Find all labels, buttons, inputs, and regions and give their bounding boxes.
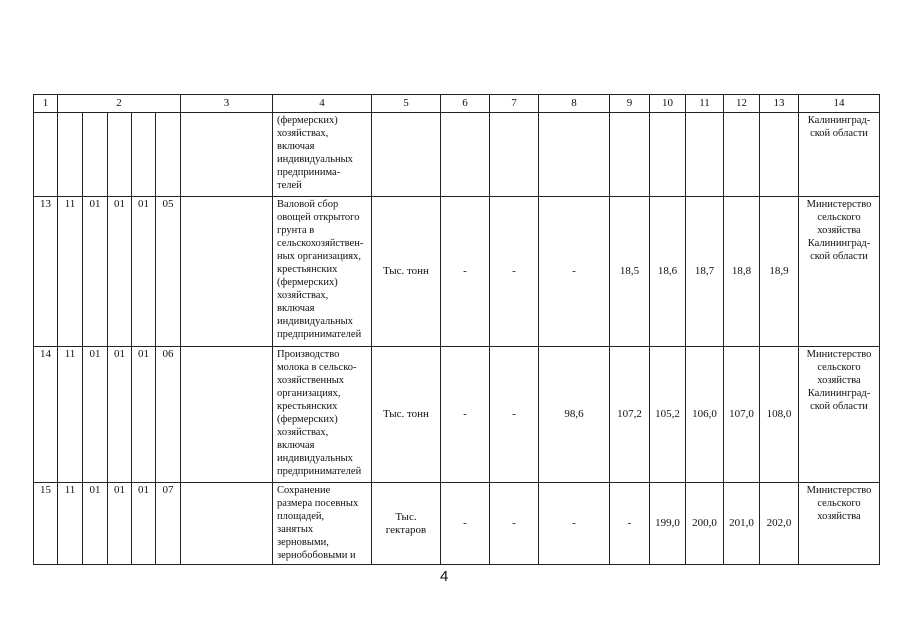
code-cell: 01 xyxy=(83,347,108,483)
header-cell: 12 xyxy=(724,95,760,113)
value-cell: - xyxy=(441,483,490,565)
value-cell: 108,0 xyxy=(760,347,799,483)
row-number: 14 xyxy=(34,347,58,483)
indicator-text: Сохранение размера посевных площадей, занятых зерновыми, зернобобовыми и xyxy=(273,483,372,565)
value-cell: - xyxy=(490,483,539,565)
header-cell: 1 xyxy=(34,95,58,113)
value-cell: 18,9 xyxy=(760,197,799,347)
continuation-row xyxy=(34,113,880,197)
unit-cell: Тыс. тонн xyxy=(372,197,441,347)
header-cell: 6 xyxy=(441,95,490,113)
header-cell: 2 xyxy=(58,95,181,113)
value-cell: 202,0 xyxy=(760,483,799,565)
header-cell: 7 xyxy=(490,95,539,113)
page-number: 4 xyxy=(440,568,449,585)
code-cell: 01 xyxy=(83,483,108,565)
program-indicators-table xyxy=(33,94,880,565)
value-cell: 107,2 xyxy=(610,347,650,483)
code-cell: 11 xyxy=(58,347,83,483)
value-cell: 107,0 xyxy=(724,347,760,483)
value-cell: 201,0 xyxy=(724,483,760,565)
row-number: 13 xyxy=(34,197,58,347)
code-cell: 07 xyxy=(156,483,181,565)
value-cell: - xyxy=(441,347,490,483)
header-cell: 5 xyxy=(372,95,441,113)
value-cell: 98,6 xyxy=(539,347,610,483)
header-cell: 14 xyxy=(799,95,880,113)
code-cell: 01 xyxy=(83,197,108,347)
value-cell: - xyxy=(539,197,610,347)
value-cell: - xyxy=(539,483,610,565)
unit-cell: Тыс. тонн xyxy=(372,347,441,483)
header-cell: 4 xyxy=(273,95,372,113)
value-cell: 18,8 xyxy=(724,197,760,347)
header-cell: 3 xyxy=(181,95,273,113)
code-cell: 05 xyxy=(156,197,181,347)
value-cell: - xyxy=(490,347,539,483)
value-cell: 105,2 xyxy=(650,347,686,483)
indicator-text: Производство молока в сельско- хозяйственных организациях, крестьянских (фермерских) хозяйствах, включая индивидуальных предпринимателей xyxy=(273,347,372,483)
value-cell: 18,6 xyxy=(650,197,686,347)
header-cell: 9 xyxy=(610,95,650,113)
header-cell: 10 xyxy=(650,95,686,113)
header-row xyxy=(34,95,880,113)
indicator-text: Валовой сбор овощей открытого грунта в сельскохозяйствен- ных организациях, крестьянских (фермерских) хозяйствах, включая индивидуальных предпринимателей xyxy=(273,197,372,347)
indicator-text: (фермерских) хозяйствах, включая индивидуальных предпринима- телей xyxy=(273,113,372,197)
table-row xyxy=(34,483,880,565)
header-cell: 11 xyxy=(686,95,724,113)
responsible-text: Министерство сельского хозяйства xyxy=(799,483,880,565)
unit-cell: Тыс. гектаров xyxy=(372,483,441,565)
value-cell: - xyxy=(490,197,539,347)
header-cell: 13 xyxy=(760,95,799,113)
responsible-text: Министерство сельского хозяйства Калининград- ской области xyxy=(799,347,880,483)
code-cell: 01 xyxy=(132,347,156,483)
code-cell: 01 xyxy=(108,197,132,347)
value-cell: 18,5 xyxy=(610,197,650,347)
value-cell: 18,7 xyxy=(686,197,724,347)
code-cell: 01 xyxy=(132,197,156,347)
code-cell: 01 xyxy=(132,483,156,565)
table-row xyxy=(34,197,880,347)
responsible-text: Калининград- ской области xyxy=(799,113,880,197)
responsible-text: Министерство сельского хозяйства Калининград- ской области xyxy=(799,197,880,347)
code-cell: 11 xyxy=(58,483,83,565)
code-cell: 06 xyxy=(156,347,181,483)
value-cell: - xyxy=(441,197,490,347)
code-cell: 01 xyxy=(108,347,132,483)
value-cell: 200,0 xyxy=(686,483,724,565)
value-cell: 199,0 xyxy=(650,483,686,565)
code-cell: 01 xyxy=(108,483,132,565)
value-cell: - xyxy=(610,483,650,565)
header-cell: 8 xyxy=(539,95,610,113)
code-cell: 11 xyxy=(58,197,83,347)
value-cell: 106,0 xyxy=(686,347,724,483)
table-row xyxy=(34,347,880,483)
row-number: 15 xyxy=(34,483,58,565)
